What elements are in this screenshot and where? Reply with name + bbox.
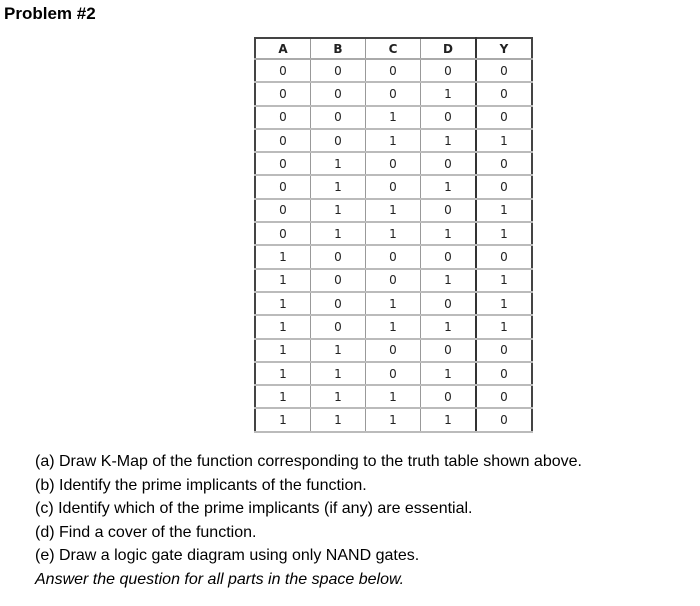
table-cell-c: 1: [366, 199, 421, 222]
table-cell-a: 0: [255, 175, 311, 198]
table-cell-a: 0: [255, 59, 311, 82]
column-header-c: C: [366, 38, 421, 59]
table-row: [255, 339, 532, 362]
table-cell-y: 1: [476, 199, 532, 222]
table-cell-d: 1: [421, 315, 477, 338]
table-cell-a: 0: [255, 152, 311, 175]
table-cell-c: 0: [366, 152, 421, 175]
table-cell-d: 0: [421, 199, 477, 222]
table-row: [255, 292, 532, 315]
table-cell-a: 0: [255, 106, 311, 129]
table-cell-b: 0: [311, 129, 366, 152]
table-row: [255, 315, 532, 338]
table-cell-y: 1: [476, 222, 532, 245]
table-cell-d: 0: [421, 385, 477, 408]
table-cell-c: 0: [366, 175, 421, 198]
column-header-b: B: [311, 38, 366, 59]
table-cell-a: 1: [255, 408, 311, 431]
column-header-y: Y: [476, 38, 532, 59]
table-cell-c: 1: [366, 385, 421, 408]
table-row: [255, 129, 532, 152]
table-cell-d: 1: [421, 362, 477, 385]
table-cell-c: 0: [366, 269, 421, 292]
table-cell-y: 1: [476, 129, 532, 152]
table-cell-y: 1: [476, 315, 532, 338]
table-cell-a: 0: [255, 222, 311, 245]
table-cell-a: 0: [255, 82, 311, 105]
table-cell-b: 1: [311, 222, 366, 245]
table-cell-y: 1: [476, 292, 532, 315]
table-cell-a: 1: [255, 315, 311, 338]
table-cell-b: 0: [311, 106, 366, 129]
table-row: [255, 59, 532, 82]
table-row: [255, 82, 532, 105]
table-cell-d: 0: [421, 339, 477, 362]
table-cell-b: 1: [311, 175, 366, 198]
table-row: [255, 199, 532, 222]
table-cell-d: 1: [421, 269, 477, 292]
question-d: (d) Find a cover of the function.: [35, 523, 257, 541]
table-cell-c: 0: [366, 59, 421, 82]
table-cell-c: 1: [366, 292, 421, 315]
table-cell-b: 0: [311, 59, 366, 82]
table-cell-a: 0: [255, 199, 311, 222]
table-cell-d: 0: [421, 292, 477, 315]
table-cell-d: 1: [421, 82, 477, 105]
table-cell-a: 0: [255, 129, 311, 152]
question-e: (e) Draw a logic gate diagram using only NAND gates.: [35, 547, 420, 564]
instruction: Answer the question for all parts in the space below.: [35, 570, 405, 588]
table-cell-y: 0: [476, 82, 532, 105]
table-cell-y: 0: [476, 408, 532, 431]
table-cell-b: 1: [311, 152, 366, 175]
table-row: [255, 222, 532, 245]
table-row: [255, 385, 532, 408]
table-cell-b: 1: [311, 385, 366, 408]
questions: [35, 450, 582, 591]
table-cell-c: 1: [366, 222, 421, 245]
table-cell-d: 0: [421, 245, 477, 268]
table-cell-a: 1: [255, 339, 311, 362]
table-cell-b: 1: [311, 339, 366, 362]
table-row: [255, 408, 532, 431]
table-cell-a: 1: [255, 362, 311, 385]
table-cell-d: 1: [421, 129, 477, 152]
table-cell-b: 0: [311, 292, 366, 315]
table-cell-b: 1: [311, 408, 366, 431]
question-c: (c) Identify which of the prime implicants (if any) are essential.: [35, 500, 473, 517]
table-cell-y: 0: [476, 175, 532, 198]
table-row: [255, 245, 532, 268]
question-a: (a) Draw K-Map of the function corresponding to the truth table shown above.: [35, 453, 582, 470]
table-cell-c: 1: [366, 315, 421, 338]
table-cell-a: 1: [255, 269, 311, 292]
table-cell-b: 0: [311, 269, 366, 292]
question-b: (b) Identify the prime implicants of the function.: [35, 476, 367, 494]
table-cell-c: 1: [366, 408, 421, 431]
problem-title: Problem #2: [4, 4, 96, 23]
table-cell-y: 1: [476, 269, 532, 292]
truth-table: [254, 37, 533, 433]
table-cell-y: 0: [476, 362, 532, 385]
table-cell-y: 0: [476, 106, 532, 129]
table-cell-y: 0: [476, 339, 532, 362]
table-cell-b: 0: [311, 82, 366, 105]
table-cell-c: 0: [366, 362, 421, 385]
table-cell-y: 0: [476, 245, 532, 268]
table-cell-y: 0: [476, 152, 532, 175]
table-cell-b: 1: [311, 199, 366, 222]
table-cell-y: 0: [476, 385, 532, 408]
table-cell-d: 1: [421, 175, 477, 198]
table-row: [255, 362, 532, 385]
table-cell-b: 1: [311, 362, 366, 385]
table-cell-b: 0: [311, 315, 366, 338]
table-cell-d: 0: [421, 59, 477, 82]
table-cell-y: 0: [476, 59, 532, 82]
table-cell-a: 1: [255, 292, 311, 315]
table-header-row: [255, 38, 532, 59]
column-header-d: D: [421, 38, 477, 59]
table-cell-c: 0: [366, 339, 421, 362]
table-cell-c: 0: [366, 245, 421, 268]
table-cell-b: 0: [311, 245, 366, 268]
table-cell-c: 0: [366, 82, 421, 105]
table-cell-d: 1: [421, 408, 477, 431]
table-cell-d: 0: [421, 106, 477, 129]
table-row: [255, 175, 532, 198]
table-row: [255, 152, 532, 175]
table-cell-d: 0: [421, 152, 477, 175]
table-cell-a: 1: [255, 385, 311, 408]
table-cell-c: 1: [366, 106, 421, 129]
table-row: [255, 106, 532, 129]
table-cell-a: 1: [255, 245, 311, 268]
table-cell-d: 1: [421, 222, 477, 245]
table-row: [255, 269, 532, 292]
table-cell-c: 1: [366, 129, 421, 152]
column-header-a: A: [255, 38, 311, 59]
